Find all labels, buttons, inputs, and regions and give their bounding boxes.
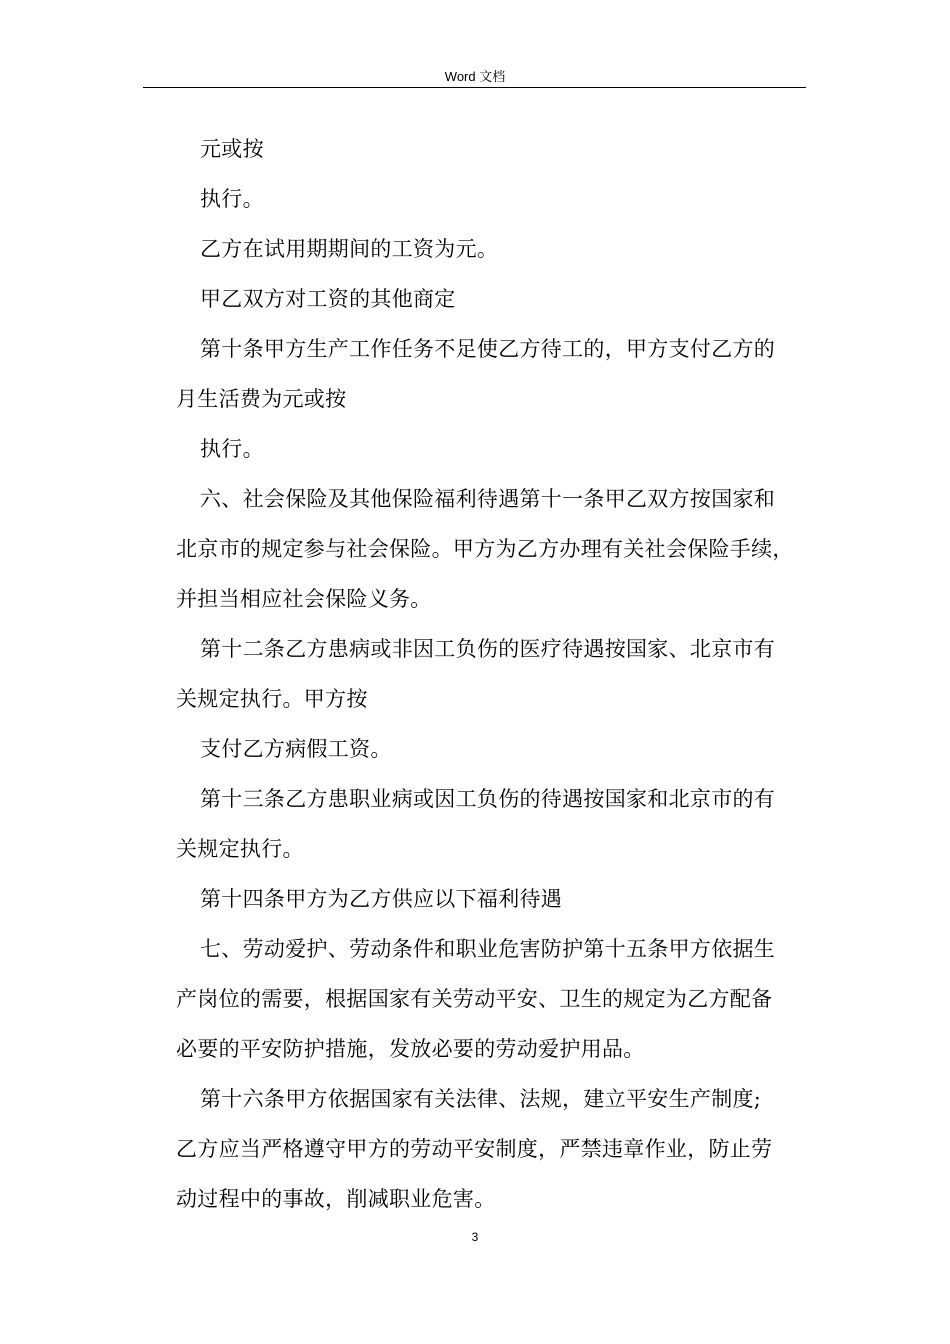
text-line: 乙方在试用期期间的工资为元。 xyxy=(200,237,499,261)
text-line: 第十四条甲方为乙方供应以下福利待遇 xyxy=(200,887,563,911)
text-line: 七、劳动爱护、劳动条件和职业危害防护第十五条甲方依据生 xyxy=(200,937,776,961)
text-line: 乙方应当严格遵守甲方的劳动平安制度，严禁违章作业，防止劳 xyxy=(176,1137,773,1161)
text-line: 必要的平安防护措施，发放必要的劳动爱护用品。 xyxy=(176,1037,645,1061)
text-line: 关规定执行。 xyxy=(176,837,304,861)
header-title: Word 文档 xyxy=(444,69,506,84)
text-line: 产岗位的需要，根据国家有关劳动平安、卫生的规定为乙方配备 xyxy=(176,987,773,1011)
text-line: 元或按 xyxy=(200,137,264,161)
page-number: 3 xyxy=(471,1230,479,1244)
text-line: 关规定执行。甲方按 xyxy=(176,687,368,711)
text-line: 北京市的规定参与社会保险。甲方为乙方办理有关社会保险手续， xyxy=(176,537,794,561)
text-line: 执行。 xyxy=(200,187,264,211)
header-divider xyxy=(143,87,806,88)
text-line: 六、社会保险及其他保险福利待遇第十一条甲乙双方按国家和 xyxy=(200,487,776,511)
text-line: 第十六条甲方依据国家有关法律、法规，建立平安生产制度; xyxy=(200,1087,762,1111)
text-line: 并担当相应社会保险义务。 xyxy=(176,587,432,611)
text-line: 月生活费为元或按 xyxy=(176,387,347,411)
text-line: 动过程中的事故，削减职业危害。 xyxy=(176,1187,496,1211)
text-line: 支付乙方病假工资。 xyxy=(200,737,392,761)
text-line: 第十三条乙方患职业病或因工负伤的待遇按国家和北京市的有 xyxy=(200,787,776,811)
document-body xyxy=(176,128,816,1228)
text-line: 执行。 xyxy=(200,437,264,461)
text-line: 第十条甲方生产工作任务不足使乙方待工的，甲方支付乙方的 xyxy=(200,337,776,361)
text-line: 第十二条乙方患病或非因工负伤的医疗待遇按国家、北京市有 xyxy=(200,637,776,661)
text-line: 甲乙双方对工资的其他商定 xyxy=(200,287,456,311)
